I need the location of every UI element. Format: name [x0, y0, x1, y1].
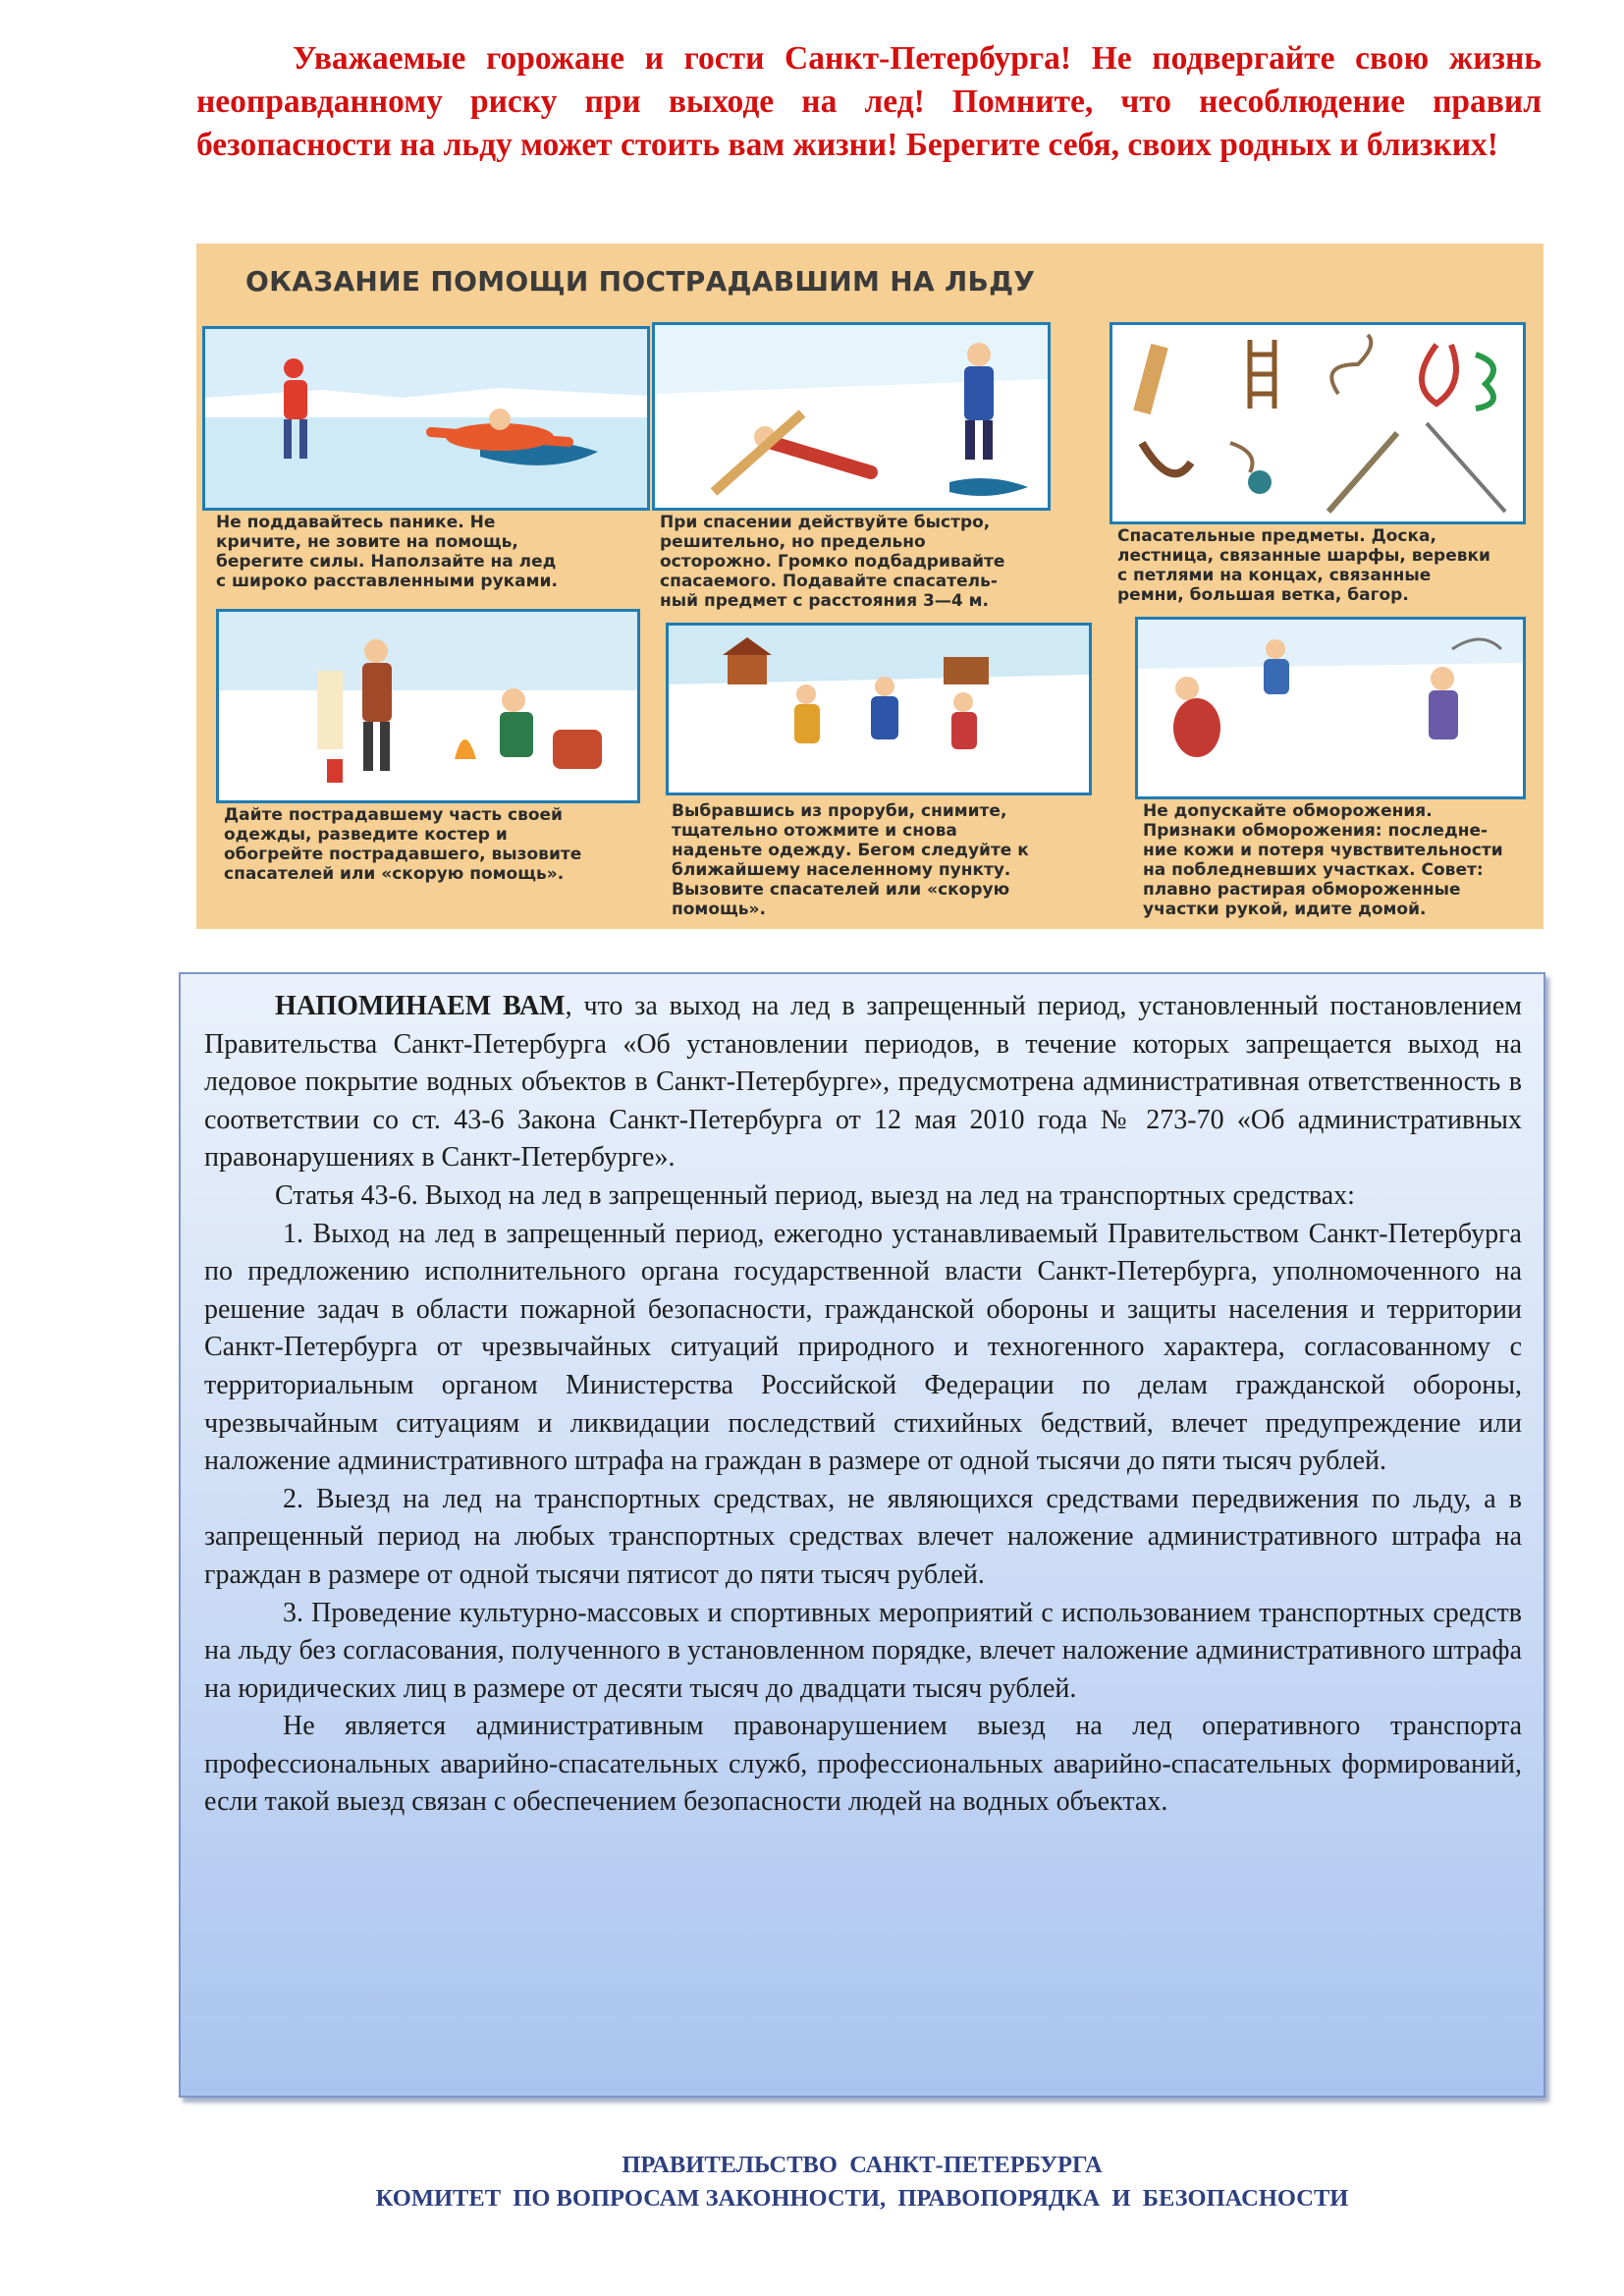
panel-run-to-village	[666, 623, 1092, 795]
running-illustration	[669, 626, 1089, 793]
notice-item-2: 2. Выезд на лед на транспортных средствах, не являющихся средствами передвижения по льду, а в запрещенный период на любых транспортных средствах влечет наложение административного штрафа на граждан в размере от одной тысячи пятисот до пяти тысяч рублей.	[204, 1483, 1522, 1590]
caption-3: Спасательные предметы. Доска, лестница, связанные шарфы, веревки с петлями на концах, связанные ремни, большая ветка, багор.	[1117, 526, 1490, 605]
panel-warm-victim	[216, 609, 640, 803]
panel-rescue-approach	[652, 322, 1051, 511]
legal-notice-text	[204, 988, 1522, 1822]
notice-item-3: 3. Проведение культурно-массовых и спортивных мероприятий с использованием транспортных средств на льду без согласования, полученного в установленном порядке, влечет наложение административного штрафа на юридических лиц в размере от десяти тысяч до двадцати тысяч рублей.	[204, 1597, 1522, 1704]
caption-4: Дайте пострадавшему часть своей одежды, разведите костер и обогрейте пострадавшего, вызовите спасателей или «скорую помощь».	[224, 805, 582, 884]
rescue-illustration	[655, 325, 1048, 508]
footer-committee: КОМИТЕТ ПО ВОПРОСАМ ЗАКОННОСТИ, ПРАВОПОРЯДКА И БЕЗОПАСНОСТИ	[375, 2185, 1349, 2212]
notice-intro	[204, 988, 1522, 1177]
caption-1: Не поддавайтесь панике. Не кричите, не зовите на помощь, берегите силы. Наползайте на лед с широко расставленными руками.	[216, 513, 558, 591]
notice-closing: Не является административным правонарушением выезд на лед оперативного транспорта профессиональных аварийно-спасательных служб, профессиональных аварийно-спасательных формирований, если такой выезд связан с обеспечением безопасности людей на водных объектах.	[204, 1711, 1522, 1818]
notice-item-1: 1. Выход на лед в запрещенный период, ежегодно устанавливаемый Правительством Санкт-Петербурга по предложению исполнительного органа государственной власти Санкт-Петербурга, уполномоченного на решение задач в области пожарной безопасности, гражданской обороны и защиты населения и территории Санкт-Петербурга от чрезвычайных ситуаций природного и техногенного характера, согласованному с территориальным органом Министерства Российской Федерации по делам гражданской обороны, чрезвычайным ситуациям и ликвидации последствий стихийных бедствий, влечет предупреждение или наложение административного штрафа на граждан в размере от одной тысячи до пяти тысяч рублей.	[204, 1218, 1522, 1477]
caption-2: При спасении действуйте быстро, решительно, но предельно осторожно. Громко подбадривайте спасаемого. Подавайте спасатель- ный предмет с расстояния 3—4 м.	[660, 513, 1005, 611]
poster-title: ОКАЗАНИЕ ПОМОЩИ ПОСТРАДАВШИМ НА ЛЬДУ	[245, 265, 1036, 298]
rescue-poster	[196, 244, 1543, 929]
skating-illustration	[1138, 620, 1523, 796]
crawl-illustration	[205, 329, 647, 508]
panel-frostbite	[1135, 617, 1526, 799]
caption-5: Выбравшись из проруби, снимите, тщательно отожмите и снова наденьте одежду. Бегом следуйте к ближайшему населенному пункту. Вызовите спасателей или «скорую помощь».	[672, 801, 1029, 919]
panel-crawl-on-ice	[202, 326, 650, 511]
caption-6: Не допускайте обморожения. Признаки обморожения: последне- ние кожи и потеря чувствительности на побледневших участках. Совет: плавно растирая обмороженные участки рукой, идите домой.	[1143, 801, 1503, 919]
footer	[179, 2149, 1545, 2215]
legal-notice-box	[179, 972, 1545, 2098]
rescue-items-illustration	[1112, 325, 1523, 521]
footer-government: ПРАВИТЕЛЬСТВО САНКТ-ПЕТЕРБУРГА	[622, 2152, 1103, 2178]
appeal-text: Уважаемые горожане и гости Санкт-Петербурга! Не подвергайте свою жизнь неоправданному риску при выходе на лед! Помните, что несоблюдение правил безопасности на льду может стоить вам жизни! Берегите себя, своих родных и близких!	[196, 40, 1542, 163]
notice-intro-rest: , что за выход на лед в запрещенный период, установленный постановлением Правительства Санкт-Петербурга «Об установлении периодов, в течение которых запрещается выход на ледовое покрытие водных объектов в Санкт-Петербурге», предусмотрена административная ответственность в соответствии со ст. 43-6 Закона Санкт-Петербурга от 12 мая 2010 года № 273-70 «Об административных правонарушениях в Санкт-Петербурге».	[204, 991, 1523, 1174]
panel-rescue-items	[1110, 322, 1526, 524]
bonfire-illustration	[219, 612, 637, 800]
notice-intro-bold: НАПОМИНАЕМ ВАМ	[275, 991, 566, 1021]
notice-article-heading: Статья 43-6. Выход на лед в запрещенный период, выезд на лед на транспортных средствах:	[275, 1179, 1355, 1211]
